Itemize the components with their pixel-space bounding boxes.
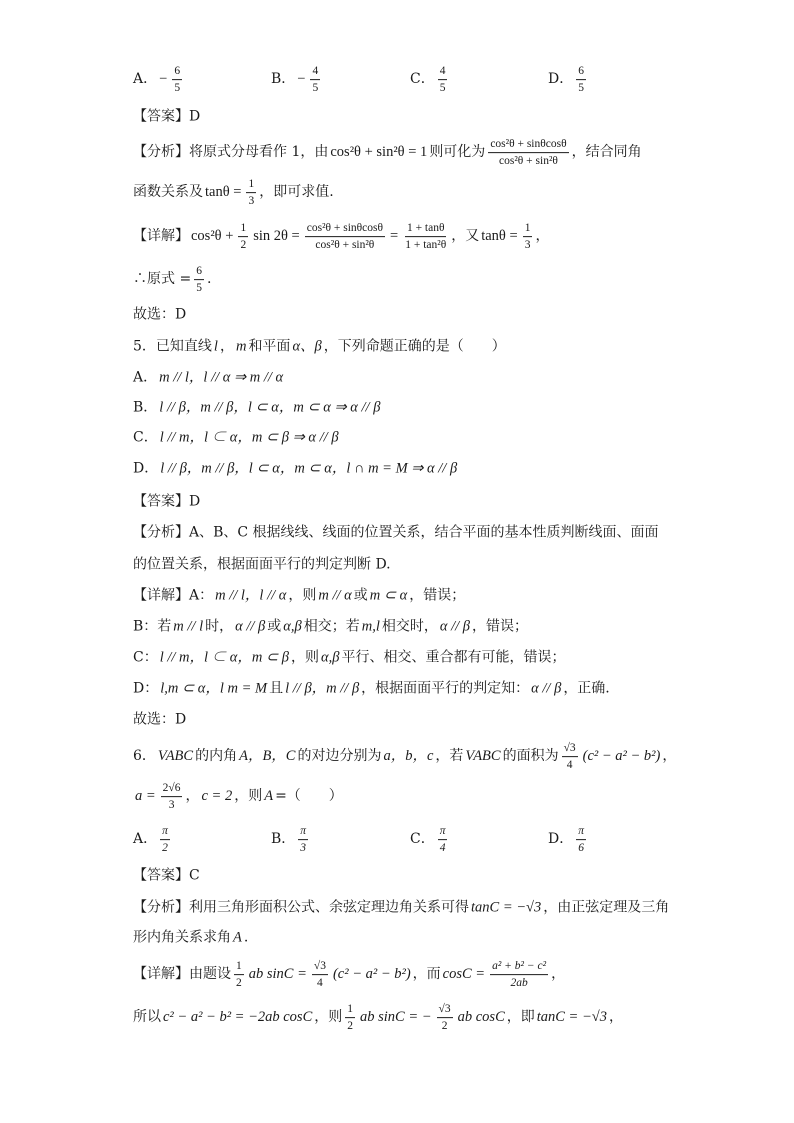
fraction-numerator: 1 bbox=[246, 177, 256, 193]
text-run: ，错误； bbox=[409, 587, 466, 604]
math-expression: m,l bbox=[361, 618, 380, 635]
fraction bbox=[312, 959, 328, 991]
text-run: 【详解】由题设 bbox=[133, 966, 231, 983]
option-sign: − bbox=[159, 71, 168, 88]
option-fraction bbox=[160, 824, 170, 856]
text-run: ， bbox=[219, 338, 234, 355]
fraction bbox=[234, 959, 244, 991]
math-variable: a，b，c bbox=[383, 748, 434, 765]
option-label: D． bbox=[548, 71, 574, 88]
answer-value: D bbox=[189, 108, 201, 125]
fraction bbox=[305, 221, 385, 253]
q5-detail-line-2 bbox=[133, 618, 528, 635]
text-run: 且 bbox=[269, 680, 284, 697]
option-fraction bbox=[298, 824, 308, 856]
text-run: 的内角 bbox=[195, 748, 238, 765]
q5-detail-line-3 bbox=[133, 649, 565, 666]
text-run: B：若 bbox=[133, 618, 172, 635]
fraction bbox=[345, 1002, 355, 1034]
text-run: 相交；若 bbox=[303, 618, 360, 635]
fraction-numerator: cos²θ + sinθcosθ bbox=[305, 221, 385, 237]
q6-analysis-line-1 bbox=[133, 899, 669, 916]
fraction-numerator: √3 bbox=[312, 959, 328, 975]
q5-detail-line-1 bbox=[133, 587, 465, 604]
fraction bbox=[238, 221, 248, 253]
q6-answer bbox=[133, 868, 200, 885]
math-variable: α、β bbox=[292, 338, 322, 355]
math-expression: l // m，l ⊂ α，m ⊂ β bbox=[159, 649, 290, 666]
text-run: 或 bbox=[353, 587, 368, 604]
text-run: ，若 bbox=[435, 748, 464, 765]
math-expression: m // α bbox=[318, 587, 352, 604]
math-expression: c² − a² − b² = −2ab cosC bbox=[163, 1009, 313, 1026]
text-run: 【分析】利用三角形面积公式、余弦定理边角关系可得 bbox=[133, 899, 469, 916]
math-expression: l // β，m // β bbox=[285, 680, 360, 697]
fraction-denominator: 2ab bbox=[510, 977, 528, 990]
answer-tag: 【答案】 bbox=[133, 108, 189, 125]
q6-stem-line-1 bbox=[133, 741, 676, 773]
q6-analysis-line-2 bbox=[133, 929, 248, 946]
answer-tag: 【答案】 bbox=[133, 867, 189, 884]
option-sign: − bbox=[297, 71, 306, 88]
math-expression: α // β bbox=[235, 618, 266, 635]
text-run: ，则 bbox=[234, 788, 263, 805]
option-label: A． bbox=[133, 71, 158, 88]
option-fraction bbox=[310, 64, 320, 96]
option-fraction bbox=[576, 824, 586, 856]
text-run: 平行、相交、重合都有可能，错误； bbox=[341, 649, 566, 666]
text-run: ，而 bbox=[412, 966, 441, 983]
fraction-denominator: 4 bbox=[317, 977, 323, 990]
fraction-denominator: 2 bbox=[441, 1020, 448, 1033]
fraction-numerator: 2√6 bbox=[161, 781, 183, 797]
q6-detail-line-2 bbox=[133, 1002, 623, 1034]
fraction-denominator: 3 bbox=[524, 239, 531, 252]
q6-option-a bbox=[133, 824, 173, 856]
math-expression: (c² − a² − b²) bbox=[332, 966, 411, 983]
math-expression: l,m ⊂ α，l m = M bbox=[160, 680, 268, 697]
text-run: 形内角关系求角 bbox=[133, 929, 231, 946]
text-run: ，错误； bbox=[471, 618, 528, 635]
text-run: 的面积为 bbox=[502, 748, 559, 765]
q4-option-b bbox=[271, 64, 323, 96]
fraction-denominator: 2 bbox=[240, 239, 247, 252]
text-run: ，又 bbox=[451, 228, 480, 245]
fraction-numerator: π bbox=[160, 824, 170, 840]
equals-sign: = bbox=[390, 228, 399, 245]
option-expression: l // m，l ⊂ α，m ⊂ β ⇒ α // β bbox=[159, 429, 339, 446]
fraction-numerator: 1 bbox=[238, 221, 248, 237]
text-run: 【分析】A、B、C 根据线线、线面的位置关系，结合平面的基本性质判断线面、面面 bbox=[133, 524, 659, 541]
math-variable: m bbox=[235, 338, 247, 355]
q5-option-b bbox=[133, 399, 382, 416]
option-label: A． bbox=[133, 831, 158, 848]
q6-stem-line-2 bbox=[133, 781, 343, 813]
fraction-denominator: 2 bbox=[347, 1020, 353, 1033]
text-run: D： bbox=[133, 680, 159, 697]
text-run: 【分析】将原式分母看作 1，由 bbox=[133, 144, 329, 161]
math-variable: l bbox=[213, 338, 218, 355]
text-run: C： bbox=[133, 649, 158, 666]
text-run: 【详解】A： bbox=[133, 587, 214, 604]
text-run: ，即可求值. bbox=[259, 184, 334, 201]
text-run: ，结合同角 bbox=[571, 144, 642, 161]
math-expression: α // β bbox=[531, 680, 562, 697]
text-run: ，则 bbox=[314, 1009, 343, 1026]
fraction-numerator: √3 bbox=[562, 741, 578, 757]
q4-option-d bbox=[548, 64, 589, 96]
fraction-denominator: 3 bbox=[300, 842, 307, 855]
math-variable: A，B，C bbox=[239, 748, 296, 765]
math-expression: ab cosC bbox=[457, 1009, 505, 1026]
q5-option-d bbox=[133, 460, 459, 477]
text-run: ， bbox=[551, 966, 566, 983]
q6-detail-line-1 bbox=[133, 959, 565, 991]
fraction-denominator: cos²θ + sin²θ bbox=[315, 239, 375, 252]
option-expression: l // β，m // β，l ⊂ α，m ⊂ α ⇒ α // β bbox=[159, 399, 381, 416]
fraction-denominator: 3 bbox=[248, 195, 255, 208]
option-expression: l // β，m // β，l ⊂ α，m ⊂ α，l ∩ m = M ⇒ α // β bbox=[160, 460, 458, 477]
text-run: ，则 bbox=[291, 649, 320, 666]
text-run: =（ ） bbox=[275, 788, 343, 805]
fraction-denominator: 5 bbox=[439, 82, 446, 95]
text-run: 函数关系及 bbox=[133, 184, 203, 201]
option-fraction bbox=[576, 64, 586, 96]
fraction-numerator: 4 bbox=[438, 64, 448, 80]
text-run: 则可化为 bbox=[429, 144, 486, 161]
option-label: B． bbox=[271, 831, 296, 848]
text-run: 时， bbox=[205, 618, 234, 635]
math-expression: α // β bbox=[439, 618, 470, 635]
text-run: 的位置关系，根据面面平行的判定判断 D. bbox=[133, 556, 391, 573]
math-expression: m // l bbox=[173, 618, 204, 635]
math-expression: a = bbox=[135, 788, 156, 805]
math-expression: cosC = bbox=[442, 966, 486, 983]
math-expression: ab sinC = − bbox=[360, 1009, 432, 1026]
fraction-numerator: 1 bbox=[523, 221, 533, 237]
fraction bbox=[562, 741, 578, 773]
q5-analysis-line-1 bbox=[133, 525, 659, 542]
text-run: ，正确. bbox=[563, 680, 610, 697]
math-expression: sin 2θ = bbox=[253, 228, 300, 245]
fraction bbox=[490, 959, 548, 991]
option-label: B． bbox=[271, 71, 296, 88]
text-run: . bbox=[243, 929, 249, 946]
option-label: A． bbox=[133, 369, 158, 386]
fraction bbox=[437, 1002, 453, 1034]
option-fraction bbox=[438, 824, 448, 856]
choice-text: 故选：D bbox=[133, 306, 187, 323]
detail-tag: 【详解】 bbox=[133, 228, 189, 245]
fraction-numerator: 1 bbox=[234, 959, 244, 975]
fraction-denominator: 3 bbox=[168, 799, 175, 812]
fraction-denominator: 4 bbox=[566, 759, 573, 772]
option-label: B． bbox=[133, 399, 158, 416]
text-run: ， bbox=[185, 788, 200, 805]
answer-tag: 【答案】 bbox=[133, 493, 189, 510]
math-expression: tanθ = bbox=[481, 228, 518, 245]
fraction-denominator: 4 bbox=[439, 842, 446, 855]
math-expression: m ⊂ α bbox=[369, 587, 408, 604]
fraction bbox=[488, 137, 568, 169]
q5-analysis-line-2 bbox=[133, 557, 391, 574]
q5-answer bbox=[133, 494, 200, 511]
math-variable: A bbox=[233, 929, 242, 946]
text-run: ，根据面面平行的判定知： bbox=[361, 680, 530, 697]
q4-option-a bbox=[133, 64, 185, 96]
fraction bbox=[403, 221, 448, 253]
fraction-numerator: 6 bbox=[576, 64, 586, 80]
option-label: D． bbox=[548, 831, 574, 848]
fraction-numerator: π bbox=[576, 824, 586, 840]
fraction-numerator: 6 bbox=[172, 64, 182, 80]
triangle-name: VABC bbox=[157, 748, 194, 765]
triangle-name: VABC bbox=[465, 748, 501, 765]
fraction-numerator: π bbox=[438, 824, 448, 840]
q4-detail-line-1 bbox=[133, 221, 549, 253]
fraction-numerator: √3 bbox=[437, 1002, 453, 1018]
q4-choice bbox=[133, 307, 186, 324]
option-label: D． bbox=[133, 460, 159, 477]
fraction-numerator: 6 bbox=[194, 264, 204, 280]
text-run: ，即 bbox=[506, 1009, 535, 1026]
text-run: ，下列命题正确的是（ ） bbox=[323, 338, 506, 355]
option-label: C． bbox=[133, 429, 158, 446]
text-run: 和平面 bbox=[248, 338, 291, 355]
option-fraction bbox=[438, 64, 448, 96]
fraction-denominator: 5 bbox=[196, 282, 202, 295]
math-expression: c = 2 bbox=[201, 788, 233, 805]
option-label: C． bbox=[410, 831, 435, 848]
text-run: ，由正弦定理及三角 bbox=[543, 899, 670, 916]
fraction-denominator: 1 + tan²θ bbox=[405, 239, 447, 252]
math-expression: α,β bbox=[321, 649, 340, 666]
fraction bbox=[246, 177, 256, 209]
fraction-numerator: π bbox=[298, 824, 308, 840]
math-expression: cos²θ + sin²θ = 1 bbox=[330, 144, 428, 161]
q6-option-c bbox=[410, 824, 450, 856]
q4-answer bbox=[133, 109, 200, 126]
answer-value: D bbox=[189, 493, 201, 510]
option-label: C． bbox=[410, 71, 435, 88]
fraction-denominator: 5 bbox=[312, 82, 319, 95]
text-run: ， bbox=[535, 228, 550, 245]
math-expression: α,β bbox=[283, 618, 302, 635]
text-run: ∴原式 = bbox=[133, 271, 192, 288]
q4-analysis-line-1 bbox=[133, 137, 642, 169]
math-expression: ab sinC = bbox=[248, 966, 307, 983]
fraction-denominator: 5 bbox=[578, 82, 584, 95]
q6-option-b bbox=[271, 824, 311, 856]
fraction-numerator: 4 bbox=[310, 64, 320, 80]
q5-stem bbox=[133, 338, 506, 355]
text-run: 6． bbox=[133, 748, 156, 765]
text-run: ， bbox=[662, 748, 677, 765]
q4-option-c bbox=[410, 64, 450, 96]
math-expression: cos²θ + bbox=[191, 228, 234, 245]
text-run: 所以 bbox=[133, 1009, 161, 1026]
math-expression: tanθ = bbox=[205, 184, 242, 201]
q4-analysis-line-2 bbox=[133, 177, 334, 209]
fraction-denominator: 2 bbox=[236, 977, 242, 990]
math-variable: A bbox=[264, 788, 274, 805]
q5-option-a bbox=[133, 369, 285, 386]
option-fraction bbox=[172, 64, 182, 96]
math-expression: m // l，l // α bbox=[215, 587, 287, 604]
q6-option-d bbox=[548, 824, 589, 856]
math-expression: (c² − a² − b²) bbox=[582, 748, 661, 765]
q5-option-c bbox=[133, 429, 341, 446]
fraction bbox=[161, 781, 183, 813]
fraction bbox=[523, 221, 533, 253]
choice-text: 故选：D bbox=[133, 711, 187, 728]
math-expression: tanC = −√3 bbox=[471, 899, 542, 916]
q5-choice bbox=[133, 712, 186, 729]
text-run: ，则 bbox=[288, 587, 317, 604]
fraction-denominator: 2 bbox=[162, 842, 168, 855]
text-run: 5．已知直线 bbox=[133, 338, 212, 355]
q4-detail-line-2 bbox=[133, 264, 211, 296]
fraction-denominator: cos²θ + sin²θ bbox=[499, 155, 558, 168]
text-run: 的对边分别为 bbox=[297, 748, 382, 765]
option-expression: m // l，l // α ⇒ m // α bbox=[159, 369, 284, 386]
fraction-numerator: cos²θ + sinθcosθ bbox=[488, 137, 568, 153]
q5-detail-line-4 bbox=[133, 680, 610, 697]
fraction-numerator: 1 + tanθ bbox=[405, 221, 447, 237]
fraction-numerator: 1 bbox=[345, 1002, 355, 1018]
math-expression: tanC = −√3 bbox=[536, 1009, 607, 1026]
text-run: ， bbox=[608, 1009, 623, 1026]
text-run: . bbox=[206, 271, 212, 288]
fraction-denominator: 5 bbox=[174, 82, 181, 95]
answer-value: C bbox=[189, 867, 200, 884]
text-run: 相交时， bbox=[381, 618, 438, 635]
fraction bbox=[194, 264, 204, 296]
fraction-numerator: a² + b² − c² bbox=[490, 959, 548, 975]
text-run: 或 bbox=[267, 618, 282, 635]
fraction-denominator: 6 bbox=[578, 842, 584, 855]
